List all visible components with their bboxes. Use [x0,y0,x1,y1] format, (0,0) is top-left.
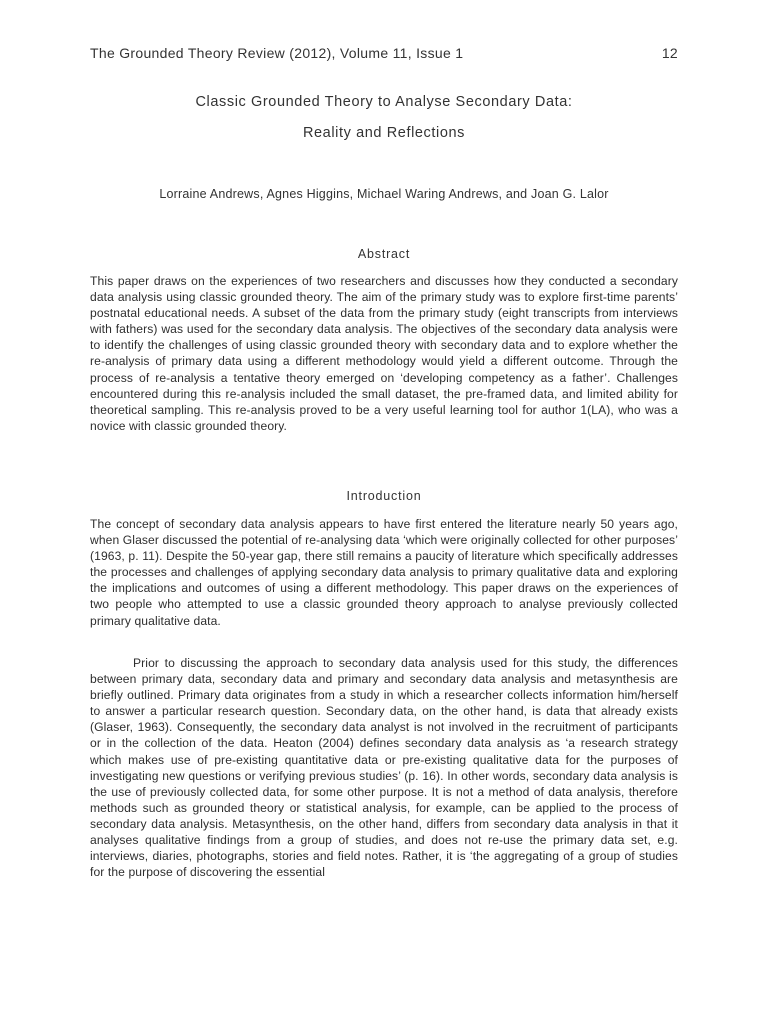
paper-title-line-2: Reality and Reflections [302,125,466,141]
abstract-text: This paper draws on the experiences of two researchers and discusses how they conducted a secondary data analysis using classic grounded theory. The aim of the primary study was to explore first-time parents’ postnatal educational needs. A subset of the data from the primary study (eight transcripts from interviews with fathers) was used for the secondary data analysis. The objectives of the secondary data analysis were to identify the challenges of using classic grounded theory with secondary data and to explore whether the re-analysis of primary data using a different methodology would yield a different outcome. Through the process of re-analysis a tentative theory emerged on ‘developing competency as a father’. Challenges encountered during this re-analysis included the small dataset, the pre-framed data, and limited ability for theoretical sampling. This re-analysis proved to be a very useful learning tool for author 1(LA), who was a novice with classic grounded theory. [90,274,678,433]
introduction-heading: Introduction [346,489,422,503]
page-number: 12 [661,45,678,61]
author-list: Lorraine Andrews, Agnes Higgins, Michael Waring Andrews, and Joan G. Lalor [159,187,609,201]
introduction-paragraph-1: The concept of secondary data analysis appears to have first entered the literature nearly 50 years ago, when Glaser discussed the potential of re-analysing data ‘which were originally collected for other purposes’ (1963, p. 11). Despite the 50-year gap, there still remains a paucity of literature which specifically addresses the processes and challenges of applying secondary data analysis to primary qualitative data and exploring the implications and outcomes of using a different methodology. This paper draws on the experiences of two people who attempted to use a classic grounded theory approach to analyse previously collected primary qualitative data. [90,517,678,628]
paper-title-line-1: Classic Grounded Theory to Analyse Secondary Data: [195,94,573,110]
running-header [90,45,678,65]
introduction-paragraph-2: Prior to discussing the approach to secondary data analysis used for this study, the differences between primary data, secondary data and primary and secondary data analysis and metasynthesis are briefly outlined. Primary data originates from a study in which a researcher collects information him/herself to answer a particular research question. Secondary data, on the other hand, is data that already exists (Glaser, 1963). Consequently, the secondary data analyst is not involved in the recruitment of participants or in the collection of the data. Heaton (2004) defines secondary data analysis as ‘a research strategy which makes use of pre-existing quantitative data or pre-existing qualitative data for the purposes of investigating new questions or verifying previous studies’ (p. 16). In other words, secondary data analysis is the use of previously collected data, for some other purpose. It is not a method of data analysis, therefore methods such as grounded theory or statistical analysis, for example, can be applied to the process of secondary data analysis. Metasynthesis, on the other hand, differs from secondary data analysis in that it analyses qualitative findings from a group of studies, and does not re-use the primary data set, e.g. interviews, diaries, photographs, stories and field notes. Rather, it is ‘the aggregating of a group of studies for the purpose of discovering the essential [90,656,678,880]
journal-citation: The Grounded Theory Review (2012), Volume 11, Issue 1 [90,45,464,61]
abstract-heading: Abstract [357,247,411,261]
